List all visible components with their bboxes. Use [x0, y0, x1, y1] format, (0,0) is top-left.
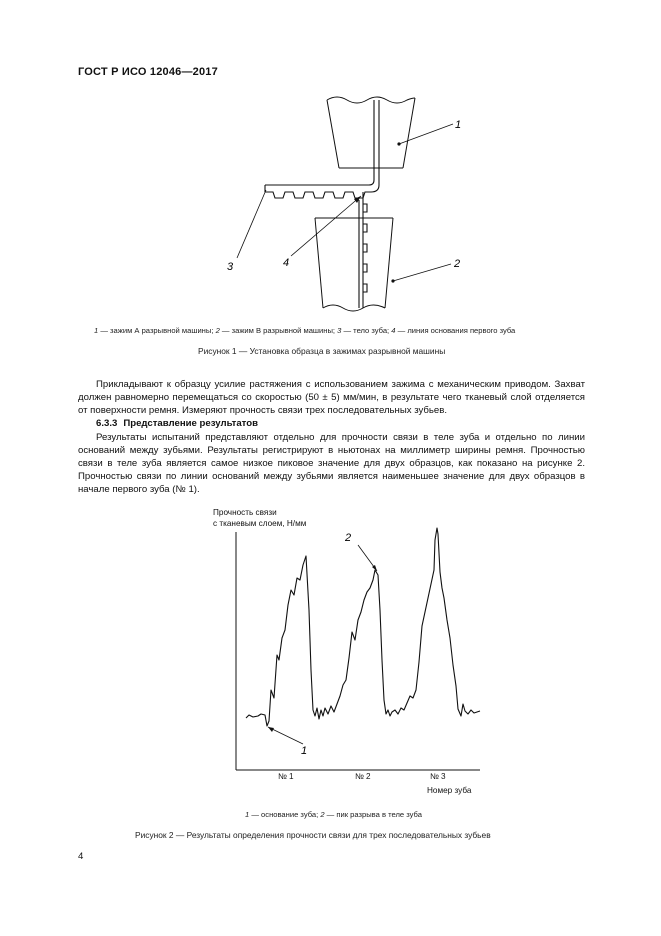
legend-text: — пик разрыва в теле зуба	[324, 810, 422, 819]
arrow-icon	[268, 727, 274, 732]
paragraph-2	[78, 431, 585, 496]
figure1-label-2: 2	[454, 258, 461, 270]
ylabel-line2: с тканевым слоем, Н/мм	[213, 518, 307, 528]
figure1-caption: Рисунок 1 — Установка образца в зажимах разрывной машины	[198, 346, 446, 356]
belt-specimen	[265, 100, 379, 308]
document-header: ГОСТ Р ИСО 12046—2017	[78, 66, 218, 78]
dot-marker	[391, 279, 394, 282]
legend-text: — основание зуба;	[249, 810, 321, 819]
legend-text: — зажим А разрывной машины;	[98, 326, 216, 335]
legend-num: 2	[215, 326, 220, 335]
leader-lines	[237, 124, 453, 281]
ylabel-line1: Прочность связи	[213, 508, 277, 517]
page-number: 4	[78, 851, 84, 862]
legend-num: 3	[337, 326, 342, 335]
figure1-label-4: 4	[283, 257, 290, 269]
legend-num: 2	[320, 810, 325, 819]
clamp-a	[327, 97, 415, 168]
callout-line-1	[268, 727, 303, 744]
figure2-caption: Рисунок 2 — Результаты определения прочности связи для трех последовательных зубьев	[135, 830, 491, 840]
callout-label-1: 1	[301, 745, 308, 757]
paragraph-1	[78, 378, 585, 417]
figure2-legend	[245, 810, 422, 819]
figure1-label-1: 1	[455, 119, 462, 131]
legend-text: — линия основания первого зуба	[395, 326, 516, 335]
figure1-label-3: 3	[227, 261, 234, 273]
figure1-legend	[94, 326, 515, 335]
section-heading	[96, 418, 264, 429]
section-title: Представление результатов	[123, 418, 258, 429]
legend-num: 1	[94, 326, 99, 335]
x-tick-3: № 3	[430, 772, 446, 781]
paragraph-text: Результаты испытаний представляют отдельно для прочности связи в теле зуба и отдельно по линии оснований между зубьями. Результаты регистрируют в ньютонах на миллиметр ширины ремня. Прочностью связи в теле зуба является самое низкое пиковое значение для двух образцов, как показано на рисунке 2. Прочностью связи по линии оснований между зубьями является наименьшее значение для двух образцов в начале первого зуба (№ 1).	[78, 432, 585, 496]
clamp-b	[315, 218, 393, 311]
legend-num: 1	[245, 810, 250, 819]
x-tick-1: № 1	[278, 772, 294, 781]
legend-text: — тело зуба;	[341, 326, 392, 335]
dot-marker	[397, 142, 400, 145]
callout-label-2: 2	[345, 532, 352, 544]
bond-strength-curve	[246, 528, 480, 726]
legend-text: — зажим В разрывной машины;	[219, 326, 338, 335]
figure2-chart	[225, 520, 495, 780]
legend-num: 4	[391, 326, 396, 335]
x-axis-label: Номер зуба	[427, 786, 472, 795]
x-tick-2: № 2	[355, 772, 371, 781]
paragraph-text: Прикладывают к образцу усилие растяжения с использованием зажима с механическим приводом. Захват должен равномерно перемещаться со скоростью (50 ± 5) мм/мин, в результате чего тканевый слой отделяется от поверхности ремня. Измеряют прочность связи трех последовательных зубьев.	[78, 379, 585, 417]
figure1-drawing	[215, 88, 475, 323]
section-number: 6.3.3	[96, 418, 118, 429]
